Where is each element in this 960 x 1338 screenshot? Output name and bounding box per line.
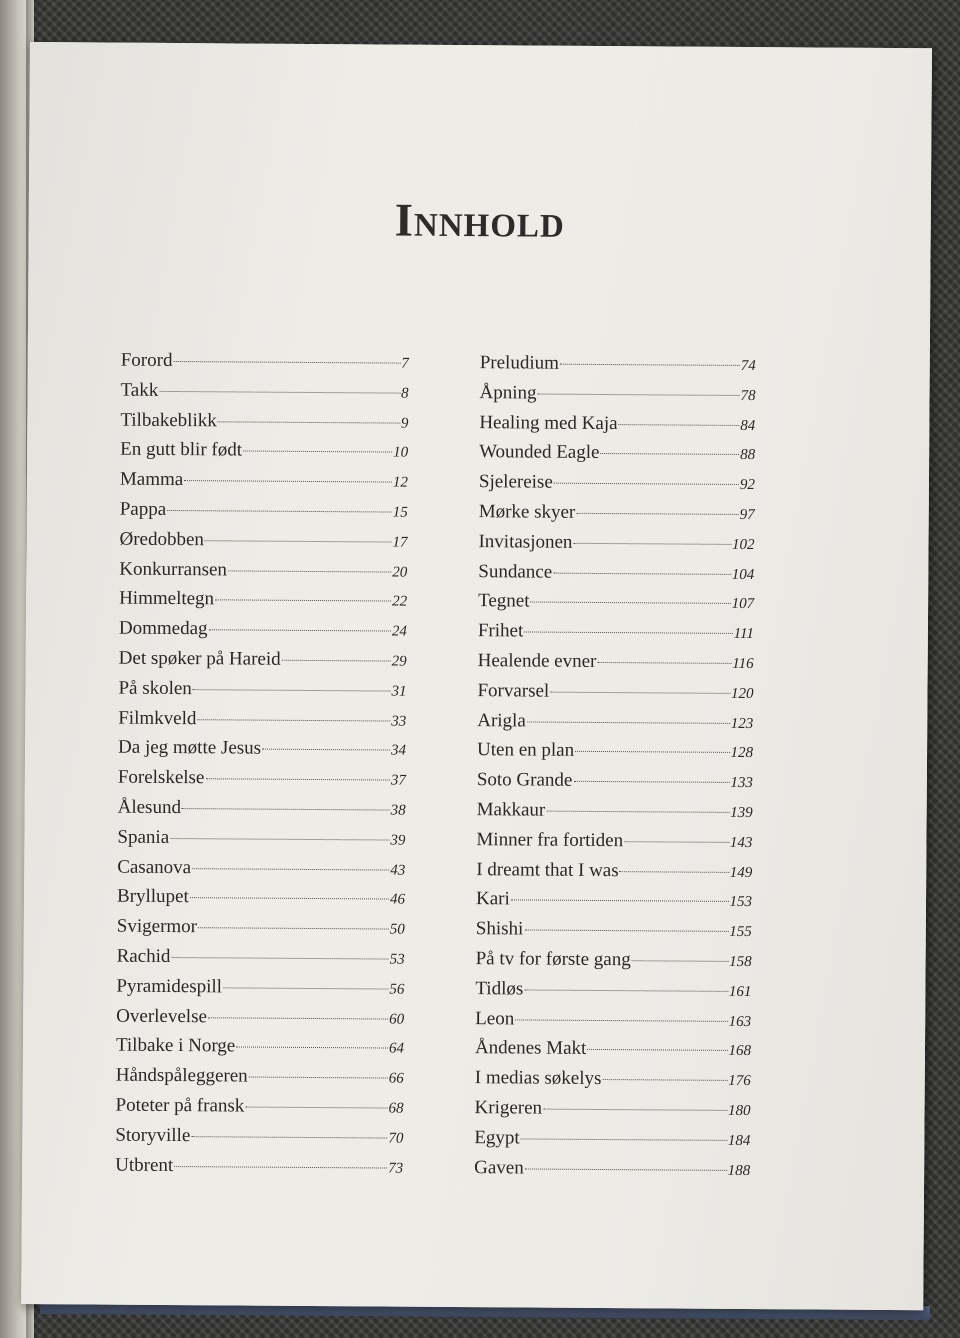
toc-entry-title: Tegnet [478,590,530,612]
toc-entry-title: Wounded Eagle [479,441,600,464]
toc-entry [118,677,406,709]
toc-entry [477,799,753,831]
toc-entry-title: Forord [120,349,173,372]
toc-entry [479,501,755,533]
toc-entry [477,680,753,712]
toc-entry [476,918,752,950]
dot-leader [209,629,391,631]
page-title: Innhold [394,195,565,249]
dot-leader [205,540,392,542]
toc-entry [479,412,755,444]
toc-entry-title: Dommedag [118,617,208,640]
toc-entry [475,1067,751,1099]
toc-entry-page-number: 78 [740,387,756,404]
toc-entry [117,916,405,948]
toc-entry-title: Healende evner [477,650,597,672]
toc-entry [478,591,754,623]
toc-entry-page-number: 24 [391,623,407,640]
toc-entry-page-number: 163 [728,1013,752,1030]
toc-entry-page-number: 64 [388,1040,405,1057]
dot-leader [184,480,392,482]
toc-entry-page-number: 12 [392,474,408,491]
toc-entry-title: Åpning [479,381,537,404]
dot-leader [524,989,728,991]
toc-entry [120,409,408,441]
dot-leader [215,600,391,602]
dot-leader [632,960,728,962]
toc-entry-page-number: 46 [389,891,406,908]
toc-entry-page-number: 97 [739,506,755,524]
toc-entry-title: Preludium [479,352,560,374]
toc-entry-page-number: 50 [389,921,405,938]
dot-leader [170,838,389,841]
toc-entry [475,1037,751,1069]
toc-entry [118,737,406,769]
toc-entry-title: I dreamt that I was [476,858,619,881]
toc-entry [475,948,751,980]
toc-entry-page-number: 143 [729,834,753,851]
toc-entry-title: Frihet [477,620,524,642]
dot-leader [167,510,392,513]
toc-entry-title: Makkaur [476,799,546,821]
dot-leader [538,393,740,395]
toc-entry-page-number: 29 [391,653,407,670]
toc-entry-page-number: 34 [391,742,407,760]
toc-entry [119,588,407,620]
toc-entry-title: I medias søkelys [474,1067,602,1090]
toc-entry [476,888,752,920]
toc-entry-title: Tidløs [475,977,524,1000]
dot-leader [171,957,388,960]
toc-entry-title: Storyville [115,1124,191,1146]
toc-entry [478,650,754,682]
toc-entry-page-number: 92 [739,477,755,494]
toc-entry [474,1127,750,1159]
toc-entry [479,471,755,503]
toc-entry-title: Rachid [116,945,171,967]
toc-entry-title: Spania [117,826,170,848]
toc-entry-page-number: 33 [391,713,407,730]
toc-entry-title: Utbrent [115,1154,174,1176]
toc-entry-page-number: 102 [731,536,755,553]
dot-leader [159,391,400,394]
toc-entry [120,379,408,411]
toc-entry-title: Svigermor [116,915,198,938]
dot-leader [218,421,400,423]
toc-entry [120,469,408,501]
toc-entry-title: På skolen [118,677,192,699]
dot-leader [587,1049,727,1051]
dot-leader [282,660,391,662]
toc-entry [476,859,752,891]
toc-entry [115,1154,403,1186]
toc-entry [117,886,405,918]
toc-entry-title: Konkurransen [119,558,228,580]
dot-leader [182,808,390,810]
dot-leader [198,927,389,929]
toc-entry [116,1035,404,1067]
toc-entry [119,528,407,560]
toc-entry-title: Det spøker på Hareid [118,647,281,670]
toc-entry-page-number: 9 [400,415,409,432]
toc-entry [120,499,408,531]
dot-leader [223,987,388,989]
dot-leader [515,1019,727,1021]
toc-entry-page-number: 88 [740,447,756,464]
dot-leader [573,781,729,783]
toc-entry-page-number: 53 [389,951,405,968]
toc-entry [116,946,404,978]
toc-entry-page-number: 66 [388,1070,404,1087]
dot-leader [511,900,729,903]
toc-entry-page-number: 37 [390,772,406,789]
toc-entry-page-number: 74 [740,357,756,375]
toc-entry-page-number: 84 [740,417,756,434]
toc-column-right [474,352,756,1188]
toc-entry-title: På tv for første gang [475,948,631,971]
toc-entry-title: Da jeg møtte Jesus [118,736,262,759]
dot-leader [524,930,728,932]
toc-entry-page-number: 56 [389,981,405,998]
toc-entry [119,558,407,590]
toc-entry-title: Mørke skyer [478,501,576,523]
dot-leader [245,1106,387,1108]
toc-entry-page-number: 120 [730,685,754,702]
dot-leader [208,1017,388,1019]
dot-leader [527,721,730,723]
toc-entry [478,620,754,652]
toc-entry-page-number: 133 [730,775,753,792]
toc-entry-page-number: 22 [392,593,408,611]
dot-leader [531,602,731,604]
dot-leader [197,719,390,721]
toc-entry-page-number: 116 [732,655,754,673]
toc-entry-page-number: 155 [729,924,752,941]
toc-entry [120,439,408,471]
toc-entry-title: Casanova [117,856,192,878]
toc-entry-page-number: 128 [730,745,754,762]
dot-leader [543,1109,727,1111]
toc-entry-title: Himmeltegn [119,588,215,610]
dot-leader [190,897,389,899]
toc-entry-title: Arigla [477,709,526,732]
dot-leader [243,451,392,453]
toc-entry-page-number: 43 [390,862,406,879]
toc-entry-title: Invitasjonen [478,530,573,553]
toc-entry-page-number: 180 [727,1102,751,1119]
toc-entry-page-number: 158 [729,953,752,970]
toc-entry-page-number: 20 [392,564,408,581]
toc-entry [116,1065,404,1097]
dot-leader [553,572,731,574]
toc-entry-page-number: 184 [727,1132,751,1149]
toc-entry [477,769,753,801]
dot-leader [550,691,730,693]
dot-leader [236,1047,388,1049]
toc-entry-page-number: 60 [389,1011,405,1028]
toc-entry-title: Forvarsel [477,679,550,702]
toc-entry [478,531,754,563]
toc-entry-page-number: 188 [727,1162,751,1179]
toc-entry-title: Uten en plan [476,739,575,762]
toc-entry [475,1008,751,1040]
dot-leader [174,361,401,364]
toc-entry-page-number: 70 [388,1130,404,1147]
dot-leader [262,749,390,751]
dot-leader [521,1138,727,1140]
toc-entry [480,352,756,384]
toc-entry [119,648,407,680]
toc-entry-title: Overlevelse [116,1005,208,1027]
toc-entry-title: Håndspåleggeren [115,1064,248,1087]
dot-leader [573,543,731,545]
toc-entry-page-number: 123 [730,715,754,732]
toc-entry-title: Sundance [478,560,553,583]
toc-entry-title: Soto Grande [476,769,573,791]
toc-entry-page-number: 73 [388,1160,404,1177]
toc-entry-page-number: 139 [730,804,753,822]
toc-entry [117,826,405,858]
toc-entry-title: Krigeren [474,1097,543,1119]
toc-entry [118,797,406,829]
toc-entry [119,618,407,650]
dot-leader [525,1168,727,1170]
toc-entry-page-number: 8 [401,385,409,402]
dot-leader [600,453,739,455]
toc-entry-title: Takk [120,379,159,401]
toc-entry-title: Forelskelse [117,766,205,789]
toc-entry [476,829,752,861]
toc-entry-title: En gutt blir født [120,439,243,461]
toc-entry-title: Kari [475,888,510,910]
toc-entry [477,710,753,742]
toc-entry-title: Healing med Kaja [479,411,618,434]
toc-entry-title: Sjelereise [478,471,553,493]
toc-entry [121,350,409,382]
dot-leader [191,1136,387,1138]
toc-entry-title: Leon [475,1007,515,1029]
dot-leader [554,483,739,485]
dot-leader [249,1077,388,1079]
toc-entry [116,1005,404,1037]
dot-leader [576,513,738,515]
toc-entry-page-number: 149 [729,864,753,881]
toc-entry-title: Egypt [474,1126,520,1149]
toc-entry-title: Mamma [119,468,184,491]
toc-entry-title: Gaven [474,1156,524,1178]
toc-entry-page-number: 10 [393,444,409,462]
toc-entry [117,856,405,888]
toc-entry-page-number: 111 [733,626,754,643]
toc-column-left [115,350,409,1186]
dot-leader [205,778,389,780]
toc-entry-title: Tilbake i Norge [115,1034,236,1057]
toc-entry [115,1095,403,1127]
dot-leader [174,1166,387,1168]
toc-entry-page-number: 107 [731,596,755,613]
toc-entry [118,767,406,799]
toc-entry-title: Åndenes Makt [474,1037,587,1060]
dot-leader [619,424,740,426]
toc-entry-page-number: 38 [390,802,406,819]
dot-leader [192,868,389,870]
toc-entry-page-number: 153 [729,894,753,911]
dot-leader [228,570,391,572]
toc-entry-page-number: 168 [728,1043,752,1060]
toc-entry-page-number: 68 [388,1100,404,1117]
toc-entry-page-number: 7 [401,355,409,372]
toc-entry [479,382,755,414]
dot-leader [524,632,732,634]
toc-entry-page-number: 39 [390,832,406,849]
toc-entry-title: Poteter på fransk [115,1094,245,1117]
dot-leader [193,689,391,691]
toc-entry [478,561,754,593]
toc-entry-title: Øredobben [119,528,205,551]
toc-entry-title: Bryllupet [116,885,189,908]
toc-entry-title: Tilbakeblikk [120,409,217,431]
toc-entry-page-number: 17 [392,534,408,551]
toc-entry-title: Shishi [475,918,524,940]
toc-entry-page-number: 31 [391,683,407,700]
dot-leader [624,841,729,843]
toc-entry [479,442,755,474]
toc-entry-page-number: 176 [728,1073,751,1090]
toc-entry [115,1124,403,1156]
toc-entry [118,707,406,739]
toc-entry-page-number: 104 [731,566,755,583]
book-page [21,42,932,1310]
toc-entry-title: Filmkveld [118,707,197,729]
dot-leader [620,871,729,873]
toc-entry [474,1157,750,1189]
dot-leader [546,811,729,813]
dot-leader [575,751,729,753]
toc-entry-page-number: 161 [728,983,752,1000]
toc-entry [475,978,751,1010]
toc-entry-title: Pyramidespill [116,975,223,998]
dot-leader [602,1079,727,1081]
toc-entry [116,975,404,1007]
toc-entry-title: Minner fra fortiden [476,828,624,851]
toc-entry-page-number: 15 [392,504,408,521]
toc-entry-title: Pappa [119,498,167,520]
toc-entry [474,1097,750,1129]
toc-entry [477,739,753,771]
dot-leader [560,364,740,366]
dot-leader [597,662,731,664]
toc-entry-title: Ålesund [117,796,182,819]
